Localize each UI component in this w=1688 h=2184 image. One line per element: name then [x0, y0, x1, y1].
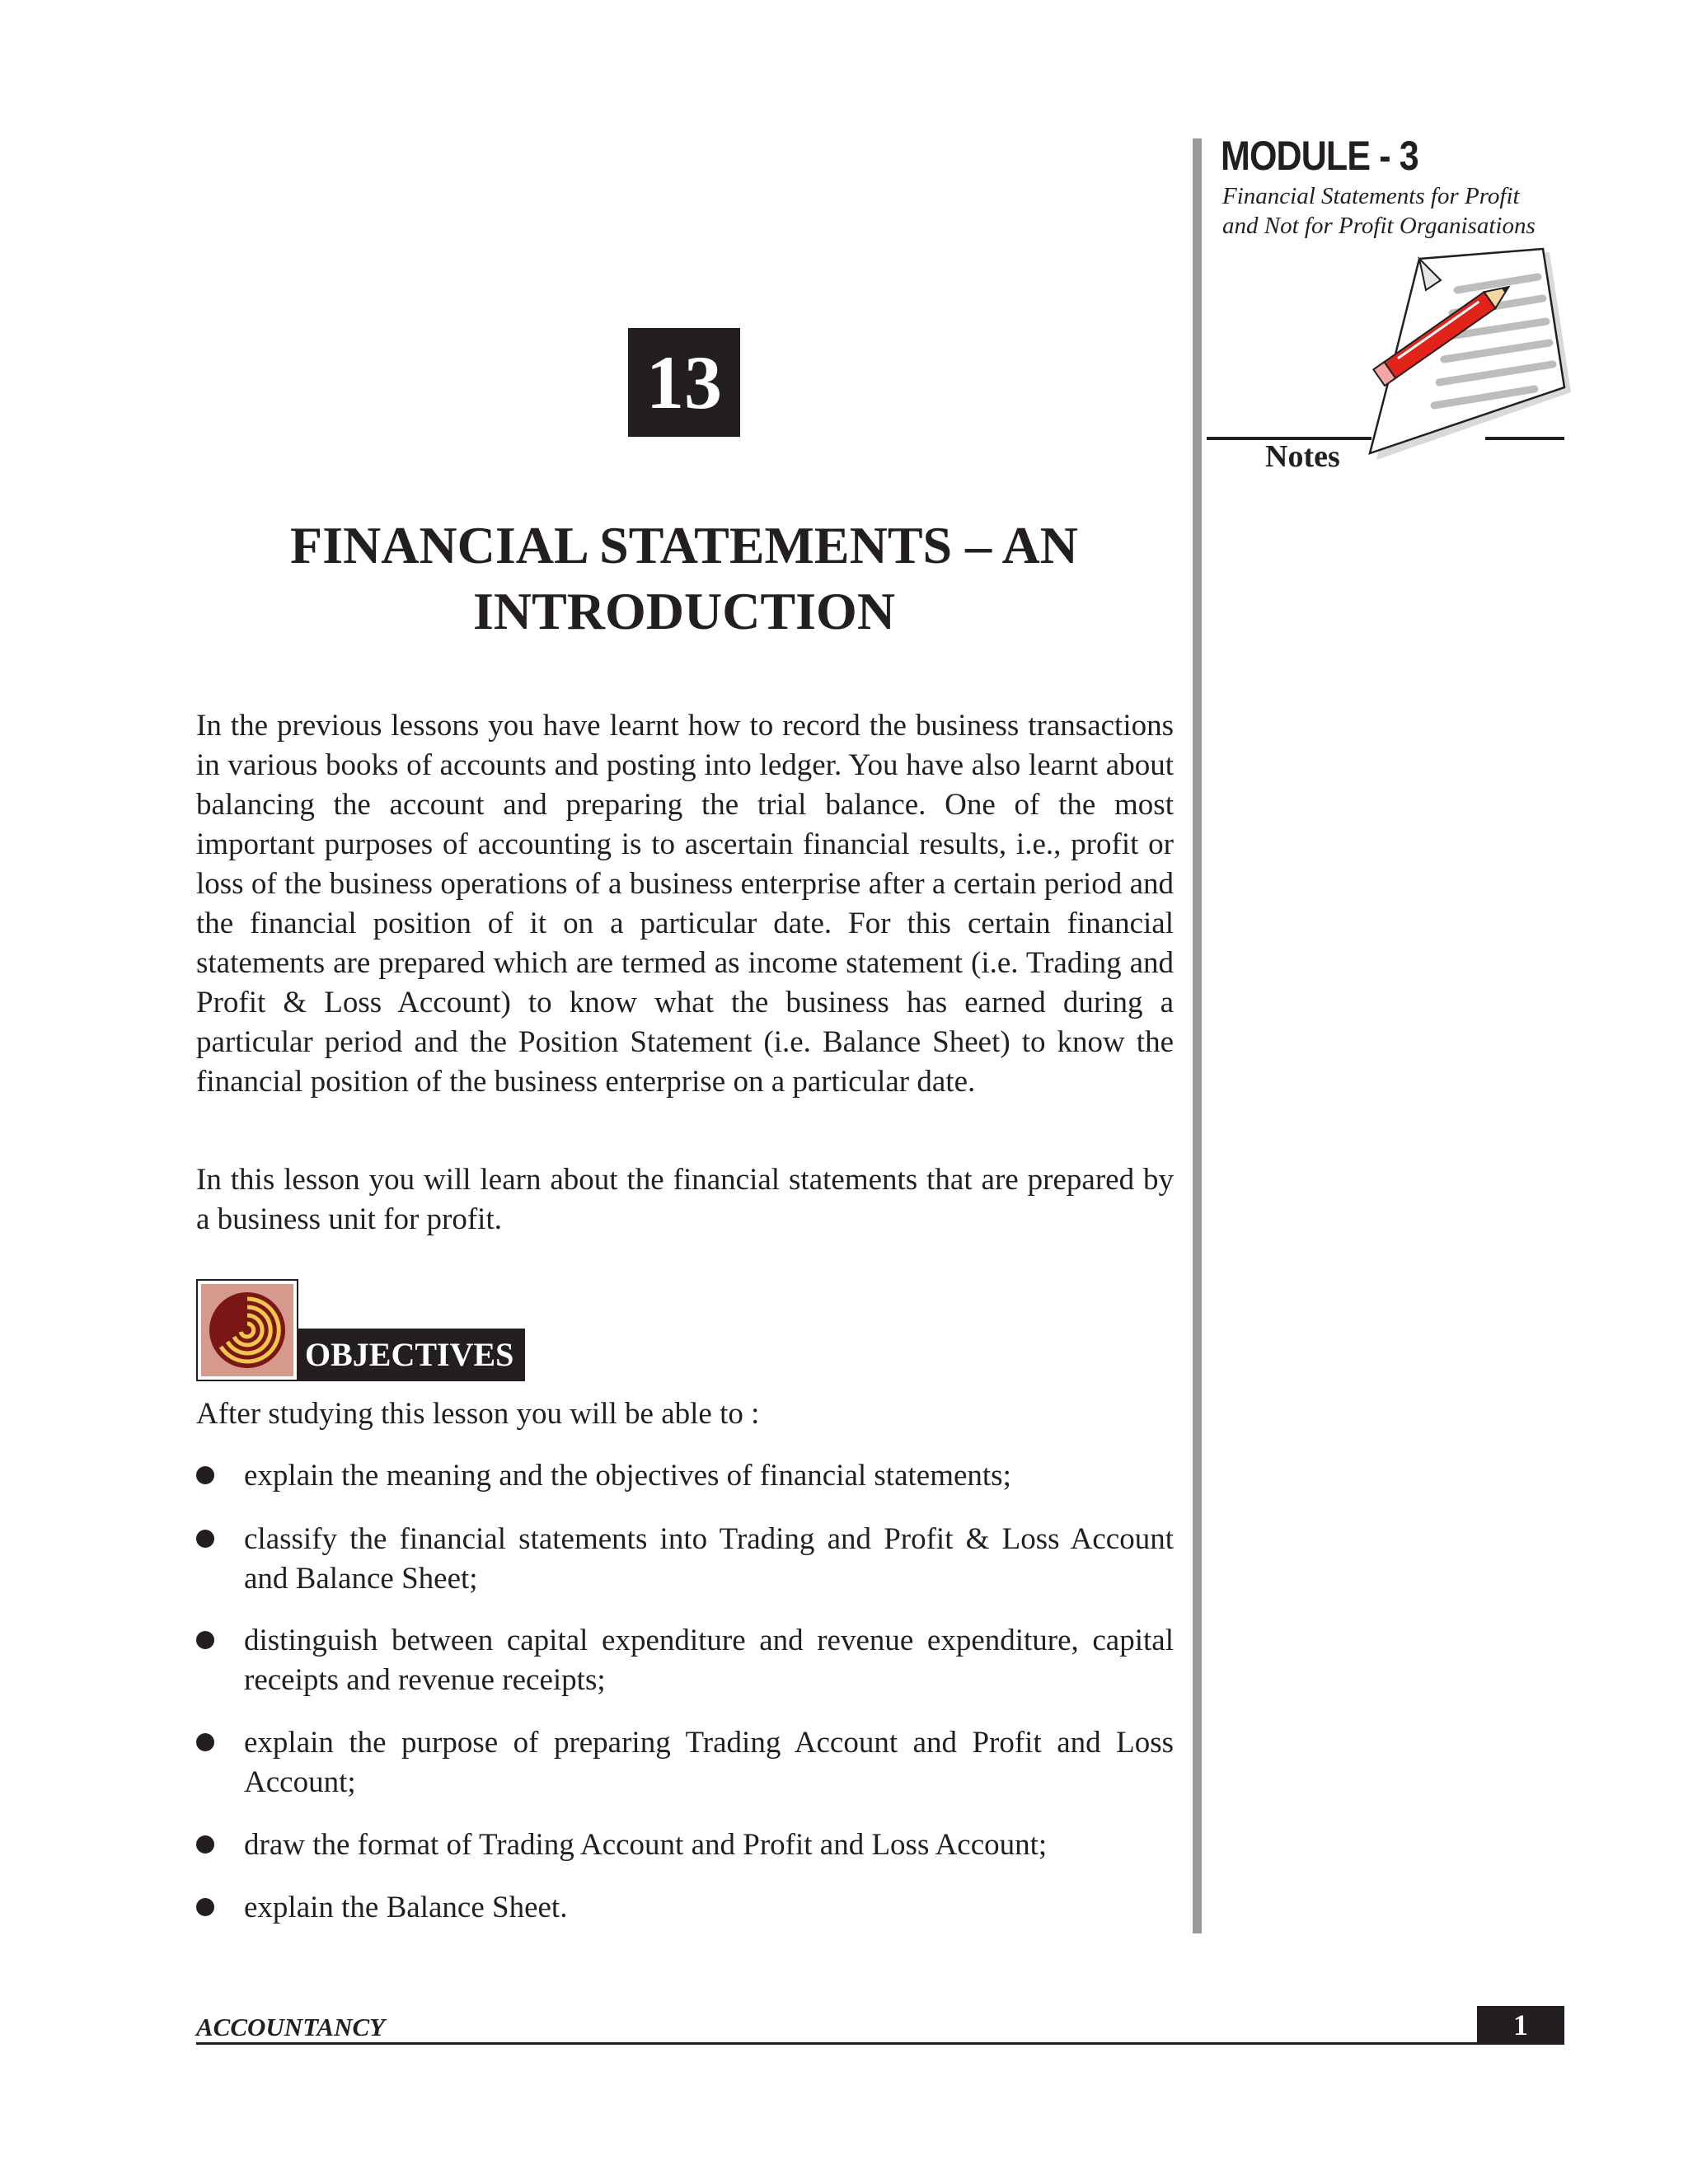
- objectives-heading: OBJECTIVES: [298, 1329, 525, 1381]
- bullet-icon: [196, 1733, 214, 1751]
- bullet-icon: [196, 1530, 214, 1548]
- page-title-line: INTRODUCTION: [472, 582, 896, 640]
- objectives-intro: After studying this lesson you will be able to :: [196, 1397, 760, 1431]
- list-item: [196, 1621, 1174, 1700]
- target-icon: [196, 1279, 298, 1381]
- module-subtitle: Financial Statements for Profit: [1222, 183, 1520, 209]
- bullet-icon: [196, 1898, 214, 1916]
- list-item: [196, 1825, 1174, 1865]
- page-number: 1: [1477, 2006, 1564, 2044]
- sidebar-divider: [1193, 138, 1202, 1933]
- list-item-text: explain the Balance Sheet.: [244, 1891, 568, 1924]
- bullet-icon: [196, 1631, 214, 1649]
- module-subtitle: and Not for Profit Organisations: [1222, 213, 1536, 239]
- list-item-text: classify the financial statements into Trading and Profit & Loss Account and Balance Sheet;: [244, 1522, 1174, 1596]
- page-title: [198, 513, 1170, 644]
- intro-paragraph: In the previous lessons you have learnt how to record the business transactions in various books of accounts and posting into ledger. You have also learnt about balancing the account and preparing the trial balance. One of the most important purposes of accounting is to ascertain financial results, i.e., profit or loss of the business operations of a business enterprise after a certain period and the financial position of it on a particular date. For this certain financial statements are prepared which are termed as income statement (i.e. Trading and Profit & Loss Account) to know what the business has earned during a particular period and the Position Statement (i.e. Balance Sheet) to know the financial position of the business enterprise on a particular date.: [196, 709, 1174, 1099]
- chapter-number: 13: [628, 328, 740, 437]
- list-item: [196, 1520, 1174, 1599]
- list-item: [196, 1456, 1174, 1496]
- footer-rule: [196, 2042, 1564, 2045]
- intro-paragraph: In this lesson you will learn about the financial statements that are prepared by a business unit for profit.: [196, 1163, 1174, 1236]
- bullet-icon: [196, 1466, 214, 1484]
- bullet-icon: [196, 1835, 214, 1854]
- list-item-text: distinguish between capital expenditure and revenue expenditure, capital receipts and revenue receipts;: [244, 1624, 1174, 1697]
- list-item-text: explain the meaning and the objectives of financial statements;: [244, 1459, 1011, 1493]
- footer-label: ACCOUNTANCY: [196, 2013, 386, 2041]
- notes-label: Notes: [1265, 439, 1340, 474]
- list-item: [196, 1723, 1174, 1802]
- notes-rule: [1485, 437, 1564, 440]
- page-title-line: FINANCIAL STATEMENTS – AN: [289, 516, 1079, 574]
- list-item-text: draw the format of Trading Account and Profit and Loss Account;: [244, 1828, 1048, 1862]
- module-title: MODULE - 3: [1221, 133, 1418, 179]
- list-item: [196, 1888, 1174, 1928]
- list-item-text: explain the purpose of preparing Trading Account and Profit and Loss Account;: [244, 1726, 1174, 1799]
